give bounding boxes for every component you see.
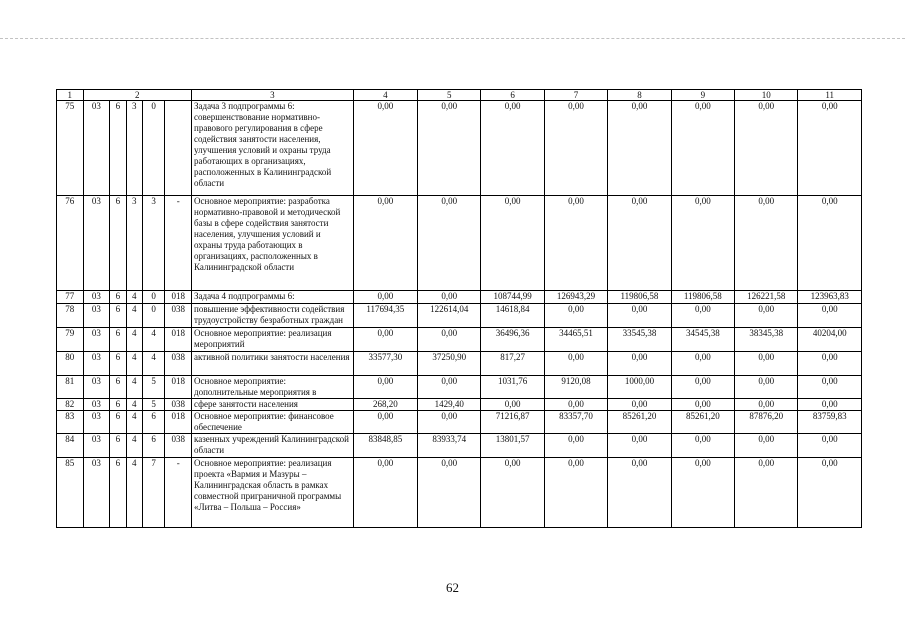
value-cell: 33577,30 xyxy=(353,352,417,376)
code-cell: 6 xyxy=(110,458,126,528)
value-cell: 0,00 xyxy=(671,196,734,291)
value-cell: 0,00 xyxy=(798,376,862,399)
value-cell: 119806,58 xyxy=(608,291,671,304)
value-cell: 83357,70 xyxy=(544,411,607,434)
code-cell: 5 xyxy=(142,376,165,399)
value-cell: 0,00 xyxy=(798,304,862,328)
code-cell: 4 xyxy=(142,328,165,352)
code-cell: 6 xyxy=(110,399,126,411)
code-cell: 6 xyxy=(142,434,165,458)
value-cell: 85261,20 xyxy=(671,411,734,434)
code-cell: 6 xyxy=(110,291,126,304)
code-cell: 4 xyxy=(126,304,142,328)
value-cell: 0,00 xyxy=(418,328,481,352)
value-cell: 0,00 xyxy=(418,411,481,434)
value-cell: 0,00 xyxy=(735,196,798,291)
value-cell: 0,00 xyxy=(798,196,862,291)
value-cell: 34545,38 xyxy=(671,328,734,352)
value-cell: 0,00 xyxy=(544,399,607,411)
code-cell: 3 xyxy=(142,196,165,291)
value-cell: 34465,51 xyxy=(544,328,607,352)
value-cell: 0,00 xyxy=(418,376,481,399)
table-row xyxy=(57,101,862,196)
code-cell: 018 xyxy=(165,376,192,399)
code-cell: 0 xyxy=(142,304,165,328)
code-cell: 018 xyxy=(165,291,192,304)
value-cell: 14618,84 xyxy=(481,304,544,328)
table-row xyxy=(57,411,862,434)
row-number-cell: 83 xyxy=(57,411,84,434)
value-cell: 0,00 xyxy=(608,101,671,196)
header-cell: 9 xyxy=(671,90,734,101)
code-cell: 3 xyxy=(126,196,142,291)
value-cell: 0,00 xyxy=(544,196,607,291)
value-cell: 0,00 xyxy=(608,458,671,528)
description-cell: активной политики занятости населения xyxy=(192,352,354,376)
value-cell: 0,00 xyxy=(671,352,734,376)
value-cell: 0,00 xyxy=(481,399,544,411)
value-cell: 0,00 xyxy=(735,101,798,196)
value-cell: 0,00 xyxy=(481,458,544,528)
code-cell: 4 xyxy=(126,458,142,528)
value-cell: 36496,36 xyxy=(481,328,544,352)
value-cell: 38345,38 xyxy=(735,328,798,352)
code-cell: 038 xyxy=(165,399,192,411)
row-number-cell: 75 xyxy=(57,101,84,196)
value-cell: 0,00 xyxy=(671,399,734,411)
page-number: 62 xyxy=(446,580,459,595)
description-cell: Основное мероприятие: финансовое обеспечение xyxy=(192,411,354,434)
value-cell: 0,00 xyxy=(418,196,481,291)
value-cell: 0,00 xyxy=(608,304,671,328)
value-cell: 0,00 xyxy=(798,352,862,376)
value-cell: 0,00 xyxy=(418,101,481,196)
code-cell: - xyxy=(165,458,192,528)
code-cell: - xyxy=(165,196,192,291)
value-cell: 119806,58 xyxy=(671,291,734,304)
value-cell: 0,00 xyxy=(735,434,798,458)
value-cell: 0,00 xyxy=(353,376,417,399)
header-cell: 5 xyxy=(418,90,481,101)
code-cell: 0 xyxy=(142,291,165,304)
value-cell: 0,00 xyxy=(544,434,607,458)
header-cell: 1 xyxy=(57,90,84,101)
value-cell: 0,00 xyxy=(544,458,607,528)
value-cell: 0,00 xyxy=(608,352,671,376)
row-number-cell: 80 xyxy=(57,352,84,376)
value-cell: 0,00 xyxy=(544,101,607,196)
code-cell: 03 xyxy=(83,291,110,304)
value-cell: 0,00 xyxy=(735,352,798,376)
value-cell: 0,00 xyxy=(671,376,734,399)
row-number-cell: 82 xyxy=(57,399,84,411)
row-number-cell: 76 xyxy=(57,196,84,291)
value-cell: 0,00 xyxy=(353,101,417,196)
table-row xyxy=(57,376,862,399)
header-cell: 6 xyxy=(481,90,544,101)
row-number-cell: 85 xyxy=(57,458,84,528)
value-cell: 0,00 xyxy=(735,376,798,399)
code-cell: 03 xyxy=(83,352,110,376)
code-cell: 7 xyxy=(142,458,165,528)
header-cell: 7 xyxy=(544,90,607,101)
value-cell: 85261,20 xyxy=(608,411,671,434)
code-cell: 6 xyxy=(110,196,126,291)
table-row xyxy=(57,291,862,304)
code-cell: 03 xyxy=(83,328,110,352)
header-cell: 8 xyxy=(608,90,671,101)
value-cell: 817,27 xyxy=(481,352,544,376)
description-cell: Основное мероприятие: реализация проекта «Вармия и Мазуры – Калининградская область в рамках совместной приграничной программы «Литва – Польша – Россия» xyxy=(192,458,354,528)
value-cell: 71216,87 xyxy=(481,411,544,434)
value-cell: 0,00 xyxy=(544,304,607,328)
value-cell: 0,00 xyxy=(798,434,862,458)
code-cell: 038 xyxy=(165,304,192,328)
budget-table xyxy=(56,89,862,528)
table-row xyxy=(57,399,862,411)
code-cell: 03 xyxy=(83,458,110,528)
value-cell: 0,00 xyxy=(608,399,671,411)
value-cell: 1031,76 xyxy=(481,376,544,399)
code-cell: 4 xyxy=(126,376,142,399)
value-cell: 0,00 xyxy=(735,399,798,411)
header-cell: 4 xyxy=(353,90,417,101)
code-cell: 4 xyxy=(126,291,142,304)
value-cell: 0,00 xyxy=(735,458,798,528)
code-cell: 03 xyxy=(83,196,110,291)
row-number-cell: 78 xyxy=(57,304,84,328)
code-cell: 03 xyxy=(83,411,110,434)
table-row xyxy=(57,196,862,291)
table-row xyxy=(57,458,862,528)
value-cell: 0,00 xyxy=(608,196,671,291)
header-cell: 3 xyxy=(192,90,354,101)
row-number-cell: 84 xyxy=(57,434,84,458)
code-cell: 6 xyxy=(110,101,126,196)
code-cell: 4 xyxy=(126,352,142,376)
description-cell: повышение эффективности содействия трудоустройству безработных граждан xyxy=(192,304,354,328)
value-cell: 0,00 xyxy=(798,399,862,411)
row-number-cell: 81 xyxy=(57,376,84,399)
value-cell: 0,00 xyxy=(418,291,481,304)
code-cell: 6 xyxy=(110,352,126,376)
description-cell: Основное мероприятие: реализация мероприятий xyxy=(192,328,354,352)
code-cell: 6 xyxy=(142,411,165,434)
value-cell: 37250,90 xyxy=(418,352,481,376)
value-cell: 0,00 xyxy=(353,458,417,528)
value-cell: 0,00 xyxy=(481,101,544,196)
value-cell: 0,00 xyxy=(544,352,607,376)
code-cell: 03 xyxy=(83,434,110,458)
description-cell: Задача 3 подпрограммы 6: совершенствование нормативно-правового регулирования в сфере содействия занятости населения, улучшения условий и охраны труда работающих в организациях, расположенных в Калининградской области xyxy=(192,101,354,196)
value-cell: 0,00 xyxy=(418,458,481,528)
code-cell: 6 xyxy=(110,434,126,458)
value-cell: 40204,00 xyxy=(798,328,862,352)
table-row xyxy=(57,328,862,352)
code-cell: 3 xyxy=(126,101,142,196)
value-cell: 1429,40 xyxy=(418,399,481,411)
code-cell: 4 xyxy=(142,352,165,376)
description-cell: Основное мероприятие: разработка нормативно-правовой и методической базы в сфере содействия занятости населения, улучшения условий и охраны труда работающих в организациях, расположенных в Калининградской области xyxy=(192,196,354,291)
value-cell: 33545,38 xyxy=(608,328,671,352)
code-cell: 6 xyxy=(110,328,126,352)
value-cell: 0,00 xyxy=(353,196,417,291)
value-cell: 122614,04 xyxy=(418,304,481,328)
value-cell: 9120,08 xyxy=(544,376,607,399)
value-cell: 126943,29 xyxy=(544,291,607,304)
value-cell: 0,00 xyxy=(608,434,671,458)
table-header-row xyxy=(57,90,862,101)
code-cell: 6 xyxy=(110,376,126,399)
code-cell: 03 xyxy=(83,399,110,411)
code-cell xyxy=(165,101,192,196)
value-cell: 0,00 xyxy=(671,434,734,458)
code-cell: 03 xyxy=(83,304,110,328)
row-number-cell: 77 xyxy=(57,291,84,304)
table-row xyxy=(57,434,862,458)
code-cell: 018 xyxy=(165,328,192,352)
value-cell: 0,00 xyxy=(671,304,734,328)
value-cell: 0,00 xyxy=(798,101,862,196)
code-cell: 5 xyxy=(142,399,165,411)
table-row xyxy=(57,304,862,328)
code-cell: 4 xyxy=(126,399,142,411)
value-cell: 0,00 xyxy=(735,304,798,328)
value-cell: 268,20 xyxy=(353,399,417,411)
value-cell: 0,00 xyxy=(671,458,734,528)
code-cell: 0 xyxy=(142,101,165,196)
description-cell: Задача 4 подпрограммы 6: xyxy=(192,291,354,304)
code-cell: 038 xyxy=(165,434,192,458)
value-cell: 0,00 xyxy=(671,101,734,196)
value-cell: 83848,85 xyxy=(353,434,417,458)
value-cell: 123963,83 xyxy=(798,291,862,304)
description-cell: Основное мероприятие: дополнительные мероприятия в xyxy=(192,376,354,399)
scan-artifact-line xyxy=(0,38,905,39)
code-cell: 6 xyxy=(110,411,126,434)
table-row xyxy=(57,352,862,376)
value-cell: 0,00 xyxy=(353,328,417,352)
value-cell: 117694,35 xyxy=(353,304,417,328)
value-cell: 1000,00 xyxy=(608,376,671,399)
code-cell: 4 xyxy=(126,328,142,352)
value-cell: 83933,74 xyxy=(418,434,481,458)
code-cell: 4 xyxy=(126,411,142,434)
value-cell: 0,00 xyxy=(798,458,862,528)
value-cell: 0,00 xyxy=(353,291,417,304)
code-cell: 038 xyxy=(165,352,192,376)
code-cell: 018 xyxy=(165,411,192,434)
header-cell: 11 xyxy=(798,90,862,101)
description-cell: казенных учреждений Калининградской области xyxy=(192,434,354,458)
code-cell: 6 xyxy=(110,304,126,328)
code-cell: 03 xyxy=(83,376,110,399)
value-cell: 13801,57 xyxy=(481,434,544,458)
value-cell: 83759,83 xyxy=(798,411,862,434)
header-cell: 2 xyxy=(83,90,191,101)
value-cell: 126221,58 xyxy=(735,291,798,304)
code-cell: 03 xyxy=(83,101,110,196)
code-cell: 4 xyxy=(126,434,142,458)
value-cell: 108744,99 xyxy=(481,291,544,304)
header-cell: 10 xyxy=(735,90,798,101)
value-cell: 0,00 xyxy=(481,196,544,291)
value-cell: 87876,20 xyxy=(735,411,798,434)
value-cell: 0,00 xyxy=(353,411,417,434)
row-number-cell: 79 xyxy=(57,328,84,352)
description-cell: сфере занятости населения xyxy=(192,399,354,411)
